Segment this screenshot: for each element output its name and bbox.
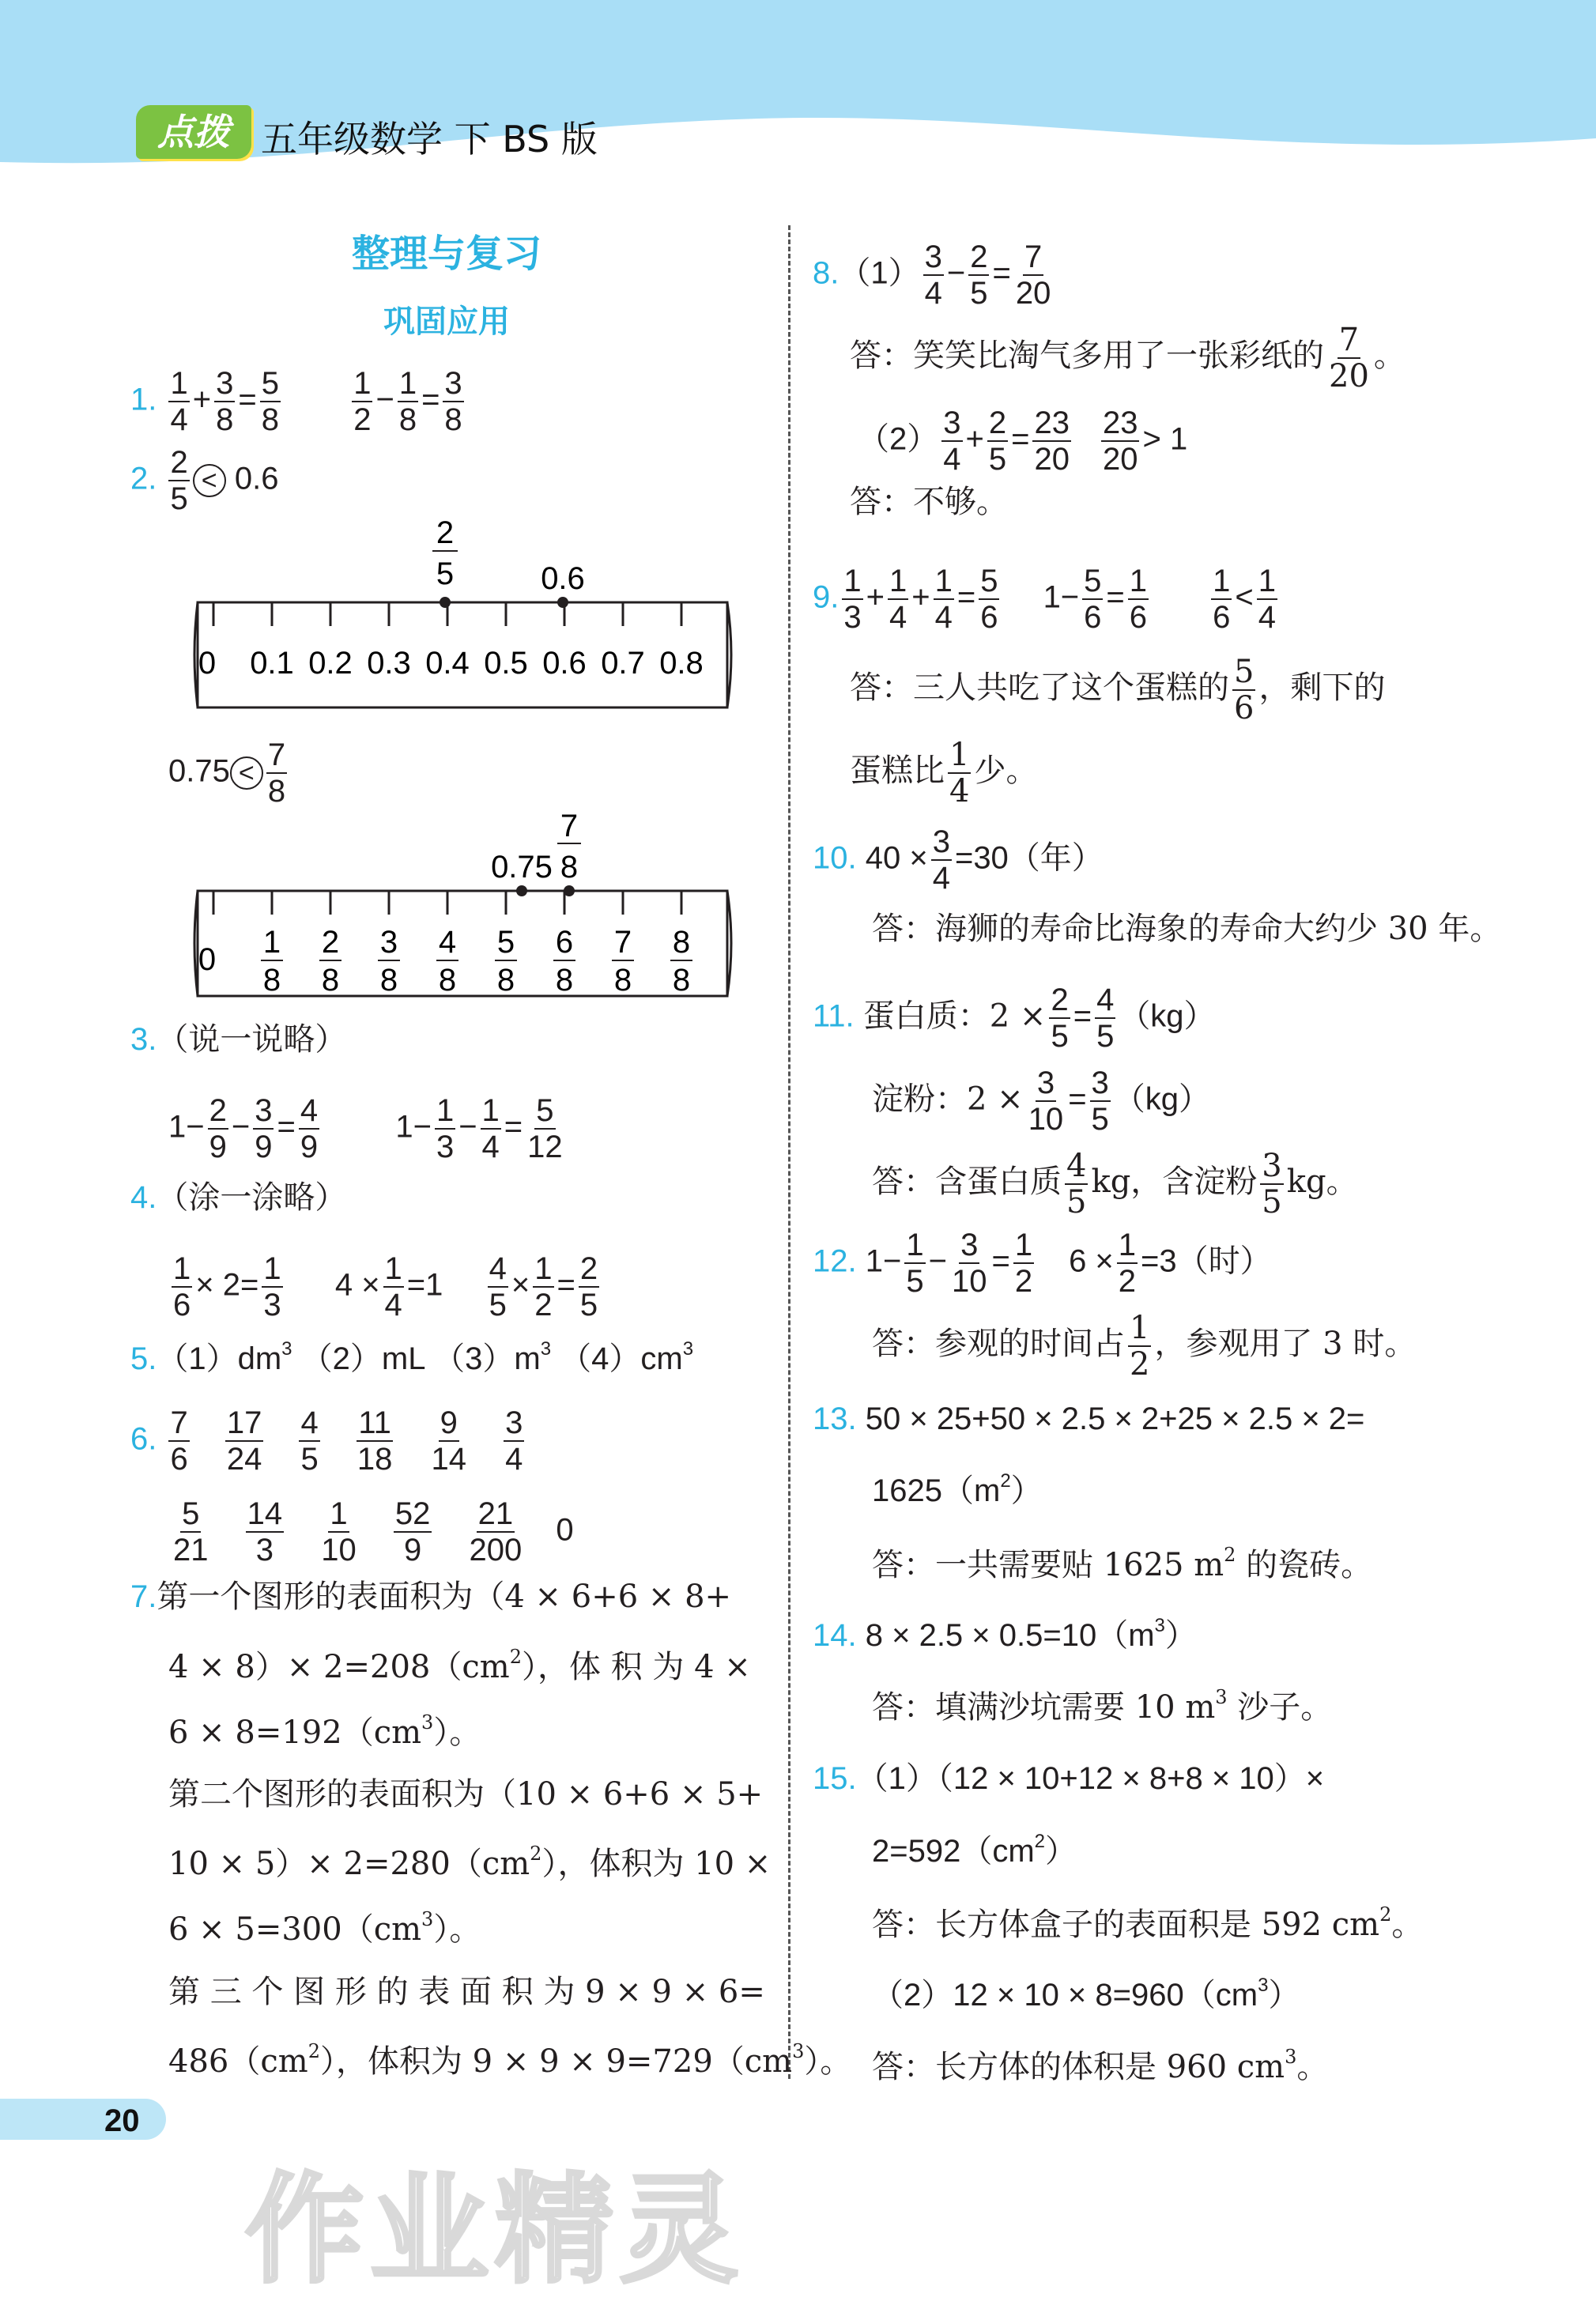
q11: 11. 蛋白质：2 × $\frac{2}{5}$ = $\frac{4}{5}$ （kg） [813, 983, 1216, 1054]
tick-label: 2 [321, 925, 340, 960]
tick-label: 0.1 [250, 646, 294, 681]
book-title: 五年级数学 下 BS 版 [261, 118, 598, 160]
subsection-title: 巩固应用 [383, 303, 510, 340]
q6-row2: $\frac{5}{21}$ $\frac{14}{3}$ $\frac{1}{10}$ $\frac{52}{9}$ $\frac{21}{200}$ 0 [173, 1496, 574, 1567]
q5: $5.(1)dm^3$ （2）mL $(3)m^3$ $(4)cm^3$ [130, 1338, 694, 1376]
tick-label: 4 [438, 925, 457, 960]
q8: 8.（1） $\frac{3}{4}$ − $\frac{2}{5}$ = $\frac{7}{20}$ [813, 240, 1051, 311]
page-number: 20 [104, 2103, 140, 2138]
q6: 6. $\frac{7}{6}$ $\frac{17}{24}$ $\frac{4}{5}$ $\frac{11}{18}$ $\frac{9}{14}$ $\frac{3}{4}$ [130, 1405, 523, 1477]
tick-label-den: 8 [496, 963, 515, 998]
tick-label: 0 [198, 942, 217, 977]
number-line-1 [190, 514, 735, 727]
tick-label-den: 8 [555, 963, 574, 998]
tick-label: 3 [379, 925, 398, 960]
q9: 9. $\frac{1}{3}$ + $\frac{1}{4}$ + $\frac{1}{4}$ = $\frac{5}{6}$ 1− $\frac{5}{6}$ = $\frac{1}{6}$ $\frac{1}{6}$ < $\frac{1}{4}$ [813, 564, 1277, 635]
tick-label: 1 [262, 925, 281, 960]
tick-label: 0.5 [484, 646, 528, 681]
tick-label: 0.4 [425, 646, 470, 681]
q3: 3.（说一说略） [130, 1021, 347, 1058]
tick-label-den: 8 [262, 963, 281, 998]
watermark: 作业精灵 [245, 2162, 745, 2299]
tick-label-den: 8 [379, 963, 398, 998]
logo-badge: 点拨 [136, 105, 251, 159]
page-number-tab [0, 2099, 166, 2140]
q4: 4.（涂一涂略） [130, 1179, 347, 1216]
tick-label: 7 [613, 925, 632, 960]
svg-text:5: 5 [436, 556, 455, 591]
svg-text:2: 2 [436, 515, 455, 550]
number-line-2 [190, 802, 735, 1016]
svg-text:0.6: 0.6 [541, 561, 585, 596]
svg-text:8: 8 [560, 850, 579, 885]
tick-label: 0.3 [367, 646, 411, 681]
tick-label: 0.7 [601, 646, 645, 681]
q10: 10. 40 × $\frac{3}{4}$ =30（年） [813, 824, 1104, 896]
tick-label-den: 8 [321, 963, 340, 998]
section-title: 整理与复习 [351, 232, 541, 276]
q12: 12. 1− $\frac{1}{5}$ − $\frac{3}{10}$ = $\frac{1}{2}$ 6 × $\frac{1}{2}$ =3（时） [813, 1228, 1272, 1299]
q14: 14. $8 \times 2.5 \times 0.5=10(m^3)$ [813, 1615, 1197, 1653]
column-divider [788, 225, 790, 2079]
tick-label: 6 [555, 925, 574, 960]
q3-eq: 1− $\frac{2}{9}$ − $\frac{3}{9}$ = $\frac{4}{9}$ 1− $\frac{1}{3}$ − $\frac{1}{4}$ = $\frac{5}{12}$ [168, 1093, 563, 1164]
svg-text:7: 7 [560, 809, 579, 843]
header-wave-bg [0, 0, 1596, 190]
svg-text:0.75: 0.75 [491, 850, 553, 885]
q2: 2. $\frac{2}{5}$ < 0.6 [130, 445, 279, 516]
tick-label-den: 8 [438, 963, 457, 998]
tick-label-den: 8 [613, 963, 632, 998]
tick-label: 0.8 [659, 646, 704, 681]
tick-label: 5 [496, 925, 515, 960]
q15: 15.（1）（12 × 10+12 × 8+8 × 10）× [813, 1761, 1325, 1796]
tick-label: 8 [672, 925, 691, 960]
q1: 1. $\frac{1}{4}$ + $\frac{3}{8}$ = $\frac{5}{8}$ $\frac{1}{2}$ − $\frac{1}{8}$ = $\frac{3}{8}$ [130, 366, 462, 437]
tick-label-den: 8 [672, 963, 691, 998]
tick-label: 0 [198, 646, 217, 681]
q13: 13. 50 × 25+50 × 2.5 × 2+25 × 2.5 × 2= [813, 1401, 1365, 1436]
tick-label: 0.6 [542, 646, 587, 681]
q2-compare: 0.75 < $\frac{7}{8}$ [168, 738, 286, 809]
tick-label: 0.2 [308, 646, 353, 681]
q4-eq: $\frac{1}{6}$ × 2= $\frac{1}{3}$ 4 × $\frac{1}{4}$ =1 $\frac{4}{5}$ × $\frac{1}{2}$ = $\frac{2}{5}$ [173, 1251, 598, 1322]
